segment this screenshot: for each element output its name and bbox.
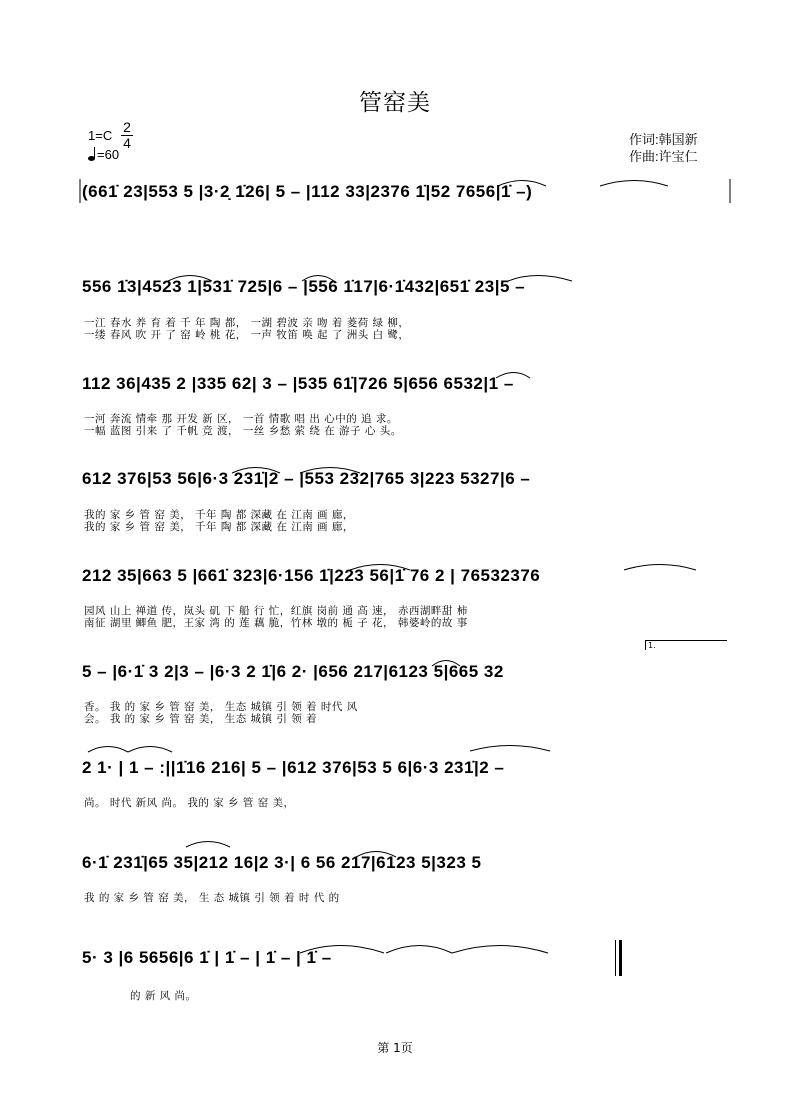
tempo-value: =60	[97, 147, 120, 162]
lyric-line-2-verse-1: 一江 春水 养 育 着 千 年 陶 都， 一湖 碧波 亲 吻 着 菱荷 绿 柳，	[84, 317, 410, 329]
lyricist-credit: 作词:韩国新	[629, 132, 698, 147]
song-title: 管窑美	[359, 90, 431, 116]
score-line-6: 5 – |6·1̇ 3 2|3 – |6·3 2 1̇|6 2· |656 217|6123 5|665 32	[82, 662, 504, 681]
first-ending-bracket: 1.	[645, 640, 727, 650]
lyric-line-5-verse-2: 南征 湖里 鲫鱼 肥，王家 湾 的 莲 藕 脆，竹林 墩的 栀 子 花， 韩婆岭的故 事	[84, 617, 468, 629]
lyric-line-2-verse-2: 一缕 春风 吹 开 了 窑 岭 桃 花， 一声 牧笛 唤 起 了 洲头 白 鹭，	[84, 329, 410, 341]
lyric-line-3-verse-2: 一幅 蓝图 引来 了 千帆 竞 渡， 一丝 乡愁 萦 绕 在 游子 心 头。	[84, 425, 402, 437]
lyric-line-5-verse-1: 园风 山上 禅道 传，岚头 矶 下 船 行 忙，红旗 岗前 通 高 速， 赤西湖畔甜 柿	[84, 605, 468, 617]
score-line-3: 112 36|435 2 |335 62| 3 – |535 61̇|726 5|656 6532|1 –	[82, 374, 514, 393]
tempo-marking	[88, 147, 119, 162]
slur	[470, 746, 550, 752]
score-line-5: 212 35|663 5 |661̇ 323|6·156 1̇|223 56|1̇ 76 2 | 76532376	[82, 566, 541, 585]
score-line-2: 556 1̇3|4523 1|531̇ 725|6 – |556 1̇17|6·1̇432|651̇ 23|5 –	[82, 277, 526, 296]
composer-credit: 作曲:许宝仁	[629, 149, 698, 164]
lyric-line-8: 我 的 家 乡 管 窑 美， 生 态 城镇 引 领 着 时 代 的	[84, 892, 340, 904]
slur	[128, 747, 172, 753]
time-signature-bottom: 4	[123, 135, 131, 151]
slur	[88, 747, 128, 753]
slur	[452, 946, 548, 954]
lyric-line-3-verse-1: 一河 奔流 情牵 那 开发 新 区， 一首 情歌 唱 出 心中的 追 求。	[84, 413, 398, 425]
time-signature	[121, 120, 133, 151]
score-line-8: 6·1̇ 231̇|65 35|212 16|2 3·| 6 56 217|6123 5|323 5	[82, 853, 482, 872]
score-line-4: 612 376|53 56|6·3 231̇|2 – |553 232|765 3|223 5327|6 –	[82, 469, 531, 488]
score-line-7: 2 1· | 1 – :||1̇16 216| 5 – |612 376|53 5 6|6·3 231̇|2 –	[82, 758, 505, 777]
final-barline	[615, 940, 623, 976]
quarter-note-icon	[88, 147, 97, 161]
time-signature-top: 2	[123, 119, 131, 135]
lyric-line-6-verse-2: 会。 我 的 家 乡 管 窑 美， 生态 城镇 引 领 着	[84, 713, 318, 725]
key-signature: 1=C	[88, 128, 113, 143]
slur	[624, 565, 696, 571]
score-line-9: 5· 3 |6 5656|6 1̇ | 1̇ – | 1̇ – | 1̇ –	[82, 948, 332, 967]
lyric-line-6-verse-1: 香。 我 的 家 乡 管 窑 美， 生态 城镇 引 领 着 时代 风	[84, 701, 358, 713]
lyric-line-4-verse-1: 我的 家 乡 管 窑 美， 千年 陶 都 深藏 在 江南 画 廊，	[84, 509, 354, 521]
slur	[600, 181, 668, 187]
lyric-line-7: 尚。 时代 新风 尚。 我的 家 乡 管 窑 美，	[84, 797, 295, 809]
score-line-1: (661̇ 23|553 5 |3·2̣ 1̇26| 5 – |112 33|2376 1̇|52 7656|1̇ –)	[82, 182, 533, 201]
page-number: 第 1页	[377, 1041, 413, 1055]
lyric-line-9: 的 新 风 尚。	[130, 990, 197, 1002]
slur	[186, 842, 230, 848]
slur	[386, 946, 452, 954]
lyric-line-4-verse-2: 我的 家 乡 管 窑 美， 千年 陶 都 深藏 在 江南 画 廊，	[84, 521, 354, 533]
